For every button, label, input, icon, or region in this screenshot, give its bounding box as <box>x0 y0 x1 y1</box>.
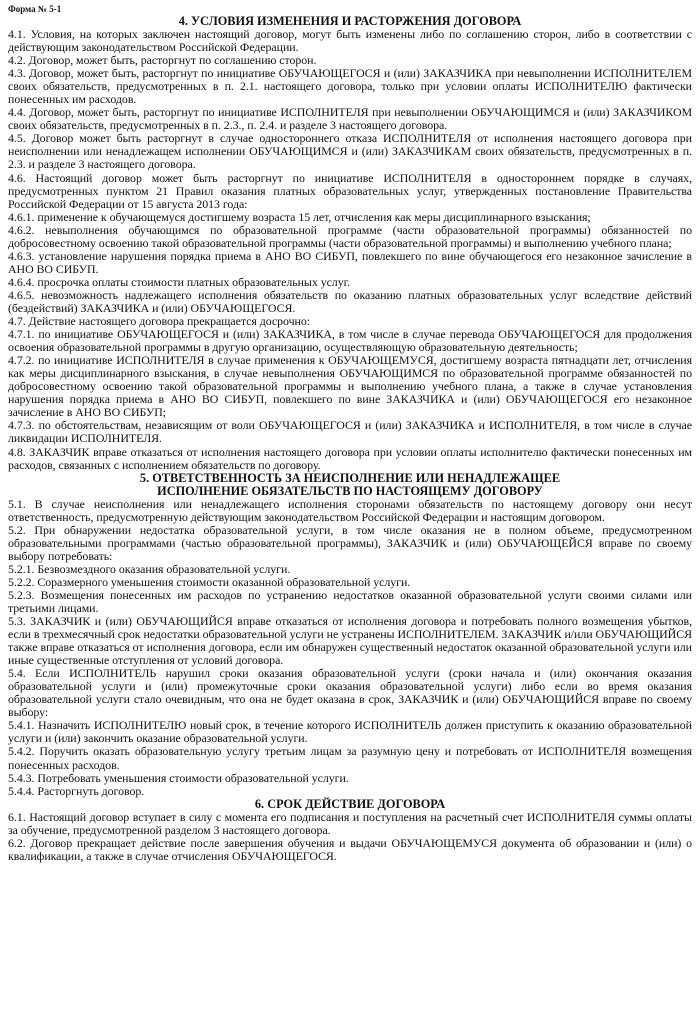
clause-5-2-1: 5.2.1. Безвозмездного оказания образовательной услуги. <box>8 561 291 576</box>
section-6 <box>8 798 692 863</box>
section-title-line: 6. СРОК ДЕЙСТВИЕ ДОГОВОРА <box>254 796 446 811</box>
clause-6-2: 6.2. Договор прекращает действие после завершения обучения и выдачи ОБУЧАЮЩЕМУСЯ документа об образовании и (или) о квалификации, а также в случае отчисления ОБУЧАЮЩЕГОСЯ. <box>8 835 692 863</box>
section-4 <box>8 15 692 472</box>
section-title-line: ИСПОЛНЕНИЕ ОБЯЗАТЕЛЬСТВ ПО НАСТОЯЩЕМУ ДОГОВОРУ <box>157 483 543 498</box>
section-5-title <box>8 472 692 498</box>
clause-4-5: 4.5. Договор может быть расторгнут в случае одностороннего отказа ИСПОЛНИТЕЛЯ от исполнения настоящего договора при неисполнении или ненадлежащем исполнении ОБУЧАЮЩИМСЯ и (или) ЗАКАЗЧИКАМ своих обязательств, предусмотренных в п. 2.3. и разделе 3 настоящего договора. <box>8 131 692 172</box>
clause-4-7: 4.7. Действие настоящего договора прекращается досрочно: <box>8 314 310 329</box>
clause-4-6-4: 4.6.4. просрочка оплаты стоимости платных образовательных услуг. <box>8 274 350 289</box>
clause-4-6-3: 4.6.3. установление нарушения порядка приема в АНО ВО СИБУП, повлекшего по вине обучающегося его незаконное зачисление в АНО ВО СИБУП. <box>8 248 692 276</box>
clause-4-4: 4.4. Договор, может быть, расторгнут по инициативе ИСПОЛНИТЕЛЯ при невыполнении ОБУЧАЮЩИМСЯ и (или) ЗАКАЗЧИКОМ своих обязательств, предусмотренных в п. 2.3., п. 2.4. и разделе 3 настоящего договора. <box>8 105 692 133</box>
clause-4-1: 4.1. Условия, на которых заключен настоящий договор, могут быть изменены либо по соглашению сторон, либо в соответствии с действующим законодательством Российской Федерации. <box>8 27 692 55</box>
clause-4-3: 4.3. Договор, может быть, расторгнут по инициативе ОБУЧАЮЩЕГОСЯ и (или) ЗАКАЗЧИКА при невыполнении ИСПОЛНИТЕЛЕМ своих обязательств, предусмотренных в п. 2.1. настоящего договора, только при условии оплаты ИСПОЛНИТЕЛЮ фактически понесенных им расходов. <box>8 66 692 107</box>
clause-5-2: 5.2. При обнаружении недостатка образовательной услуги, в том числе оказания не в полном объеме, предусмотренном образовательными программами (частью образовательной программы), ЗАКАЗЧИК и (или) ОБУЧАЮЩЕЙСЯ вправе по своему выбору потребовать: <box>8 522 692 563</box>
clause-5-1: 5.1. В случае неисполнения или ненадлежащего исполнения сторонами обязательств по настоящему договору они несут ответственность, предусмотренную действующим законодательством Российской Федерации и настоящим договором. <box>8 496 692 524</box>
form-number-label: Форма № 5-1 <box>8 4 62 14</box>
clause-5-4-4: 5.4.4. Расторгнуть договор. <box>8 783 145 798</box>
section-6-title <box>8 798 692 811</box>
clause-4-6-5: 4.6.5. невозможность надлежащего исполнения обязательств по оказанию платных образовательных услуг вследствие действий (бездействий) ЗАКАЗЧИКА и (или) ОБУЧАЮЩЕГОСЯ. <box>8 287 692 315</box>
section-title-line: 5. ОТВЕТСТВЕННОСТЬ ЗА НЕИСПОЛНЕНИЕ ИЛИ НЕНАДЛЕЖАЩЕЕ <box>139 470 561 485</box>
section-5 <box>8 472 692 798</box>
clause-4-8: 4.8. ЗАКАЗЧИК вправе отказаться от исполнения настоящего договора при условии оплаты исполнителю фактически понесенных им расходов, связанных с исполнением обязательств по договору. <box>8 444 692 472</box>
clause-4-6: 4.6. Настоящий договор может быть расторгнут по инициативе ИСПОЛНИТЕЛЯ в одностороннем порядке в случаях, предусмотренных пунктом 21 Правил оказания платных образовательных услуг, утвержденных постановление Правительства Российской Федерации от 15 августа 2013 года: <box>8 170 692 211</box>
clause-4-7-2: 4.7.2. по инициативе ИСПОЛНИТЕЛЯ в случае применения к ОБУЧАЮЩЕМУСЯ, достигшему возраста пятнадцати лет, отчисления как меры дисциплинарного взыскания, в случае невыполнения ОБУЧАЮЩИМСЯ по образовательной программе обязанностей по добросовестному освоению такой образовательной программы и выполнению учебного плана, а также в случае установления нарушения порядка приема в АНО ВО СИБУП, повлекшего по вине ЗАКАЗЧИКА и (или) ОБУЧАЮЩЕГОСЯ его незаконное зачисление в АНО ВО СИБУП; <box>8 353 692 420</box>
clause-4-6-2: 4.6.2. невыполнения обучающимся по образовательной программе (части образовательной программы) обязанностей по добросовестному освоению такой образовательной программы (части образовательной программы) и выполнению учебного плана; <box>8 222 692 250</box>
clause-5-2-2: 5.2.2. Соразмерного уменьшения стоимости оказанной образовательной услуги. <box>8 574 411 589</box>
clause-6-1: 6.1. Настоящий договор вступает в силу с момента его подписания и поступления на расчетный счет ИСПОЛНИТЕЛЯ суммы оплаты за обучение, предусмотренной разделом 3 настоящего договора. <box>8 809 692 837</box>
section-title-line: 4. УСЛОВИЯ ИЗМЕНЕНИЯ И РАСТОРЖЕНИЯ ДОГОВОРА <box>178 14 522 28</box>
clause-5-4-3: 5.4.3. Потребовать уменьшения стоимости образовательной услуги. <box>8 770 349 785</box>
clause-5-4-2: 5.4.2. Поручить оказать образовательную услугу третьим лицам за разумную цену и потребовать от ИСПОЛНИТЕЛЯ возмещения понесенных расходов. <box>8 744 692 772</box>
clause-4-7-3: 4.7.3. по обстоятельствам, независящим от воли ОБУЧАЮЩЕГОСЯ и (или) ЗАКАЗЧИКА и ИСПОЛНИТЕЛЯ, в том числе в случае ликвидации ИСПОЛНИТЕЛЯ. <box>8 418 692 446</box>
clause-5-3: 5.3. ЗАКАЗЧИК и (или) ОБУЧАЮЩИЙСЯ вправе отказаться от исполнения договора и потребовать полного возмещения убытков, если в трехмесячный срок недостатки образовательной услуги не устранены ИСПОЛНИТЕЛЕМ. ЗАКАЗЧИК и/или ОБУЧАЮЩИЙСЯ также вправе отказаться от исполнения договора, если им обнаружен существенный недостаток оказанной образовательной услуги или иные существенные отступления от условий договора. <box>8 614 692 668</box>
clause-5-2-3: 5.2.3. Возмещения понесенных им расходов по устранению недостатков оказанной образовательной услуги своими силами или третьими лицами. <box>8 587 692 615</box>
clause-5-4: 5.4. Если ИСПОЛНИТЕЛЬ нарушил сроки оказания образовательной услуги (сроки начала и (или) окончания оказания образовательной услуги и (или) промежуточные сроки оказания образовательной услуги) либо если во время оказания образовательной услуги стало очевидным, что она не будет оказана в срок, ЗАКАЗЧИК и (или) ОБУЧАЮЩИЙСЯ вправе по своему выбору: <box>8 666 692 720</box>
clause-5-4-1: 5.4.1. Назначить ИСПОЛНИТЕЛЮ новый срок, в течение которого ИСПОЛНИТЕЛЬ должен приступить к оказанию образовательной услуги и (или) закончить оказание образовательной услуги. <box>8 718 692 746</box>
clause-4-6-1: 4.6.1. применение к обучающемуся достигшему возраста 15 лет, отчисления как меры дисциплинарного взыскания; <box>8 209 591 224</box>
clause-4-2: 4.2. Договор, может быть, расторгнут по соглашению сторон. <box>8 53 317 68</box>
clause-4-7-1: 4.7.1. по инициативе ОБУЧАЮЩЕГОСЯ и (или) ЗАКАЗЧИКА, в том числе в случае перевода ОБУЧАЮЩЕГОСЯ для продолжения освоения образовательной программы в другую организацию, осуществляющую образовательную деятельность; <box>8 327 692 355</box>
